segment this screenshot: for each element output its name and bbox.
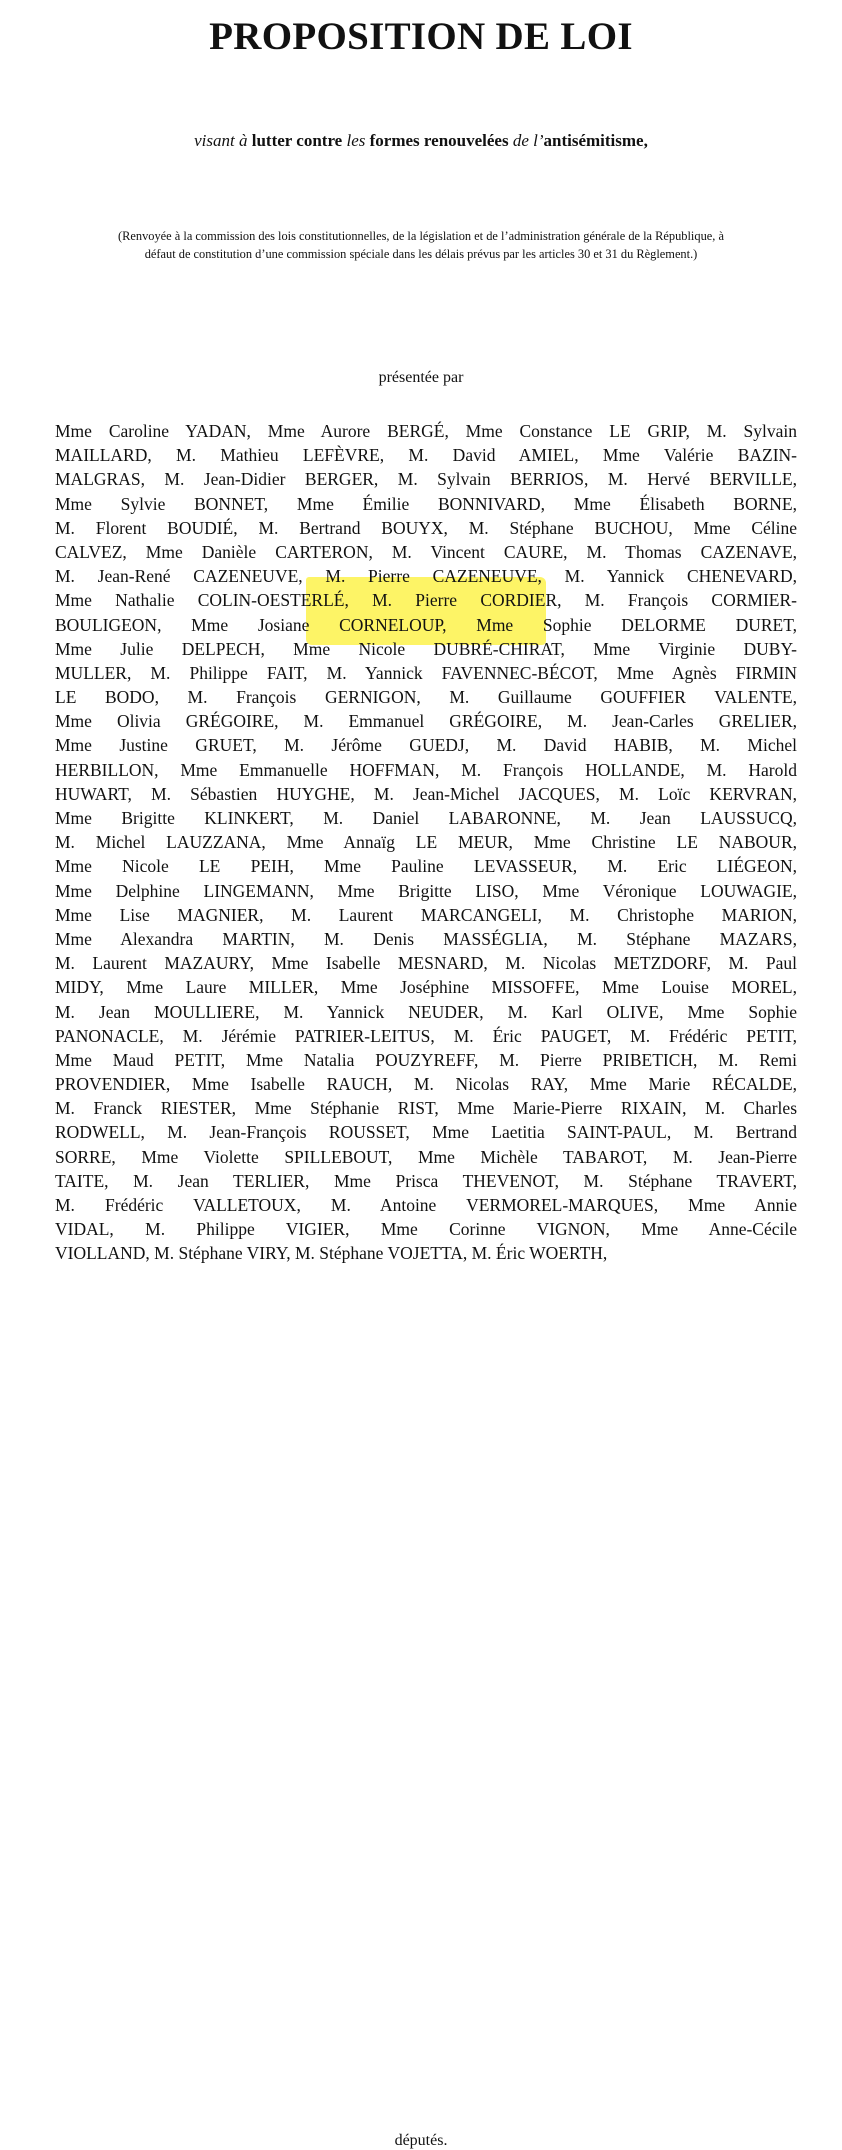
author-line: M. Frédéric VALLETOUX, M. Antoine VERMOREL-MARQUES, Mme Annie bbox=[55, 1195, 797, 1215]
author-line: M. Florent BOUDIÉ, M. Bertrand BOUYX, M. Stéphane BUCHOU, Mme Céline bbox=[55, 517, 797, 538]
author-line: LE BODO, M. François GERNIGON, M. Guillaume GOUFFIER VALENTE, bbox=[55, 687, 797, 708]
author-line: Mme Julie DELPECH, Mme Nicole DUBRÉ-CHIRAT, Mme Virginie DUBY- bbox=[55, 638, 797, 659]
author-line: Mme Nicole LE PEIH, Mme Pauline LEVASSEUR, M. Eric LIÉGEON, bbox=[55, 856, 797, 877]
author-line: M. Jean MOULLIERE, M. Yannick NEUDER, M. Karl OLIVE, Mme Sophie bbox=[55, 1001, 797, 1022]
author-line: HERBILLON, Mme Emmanuelle HOFFMAN, M. François HOLLANDE, M. Harold bbox=[55, 759, 797, 780]
presented-by: présentée par bbox=[378, 369, 464, 386]
subtitle-word: formes renouvelées bbox=[369, 131, 509, 150]
author-line: MAILLARD, M. Mathieu LEFÈVRE, M. David AMIEL, Mme Valérie BAZIN- bbox=[55, 445, 797, 466]
author-line: BOULIGEON, Mme Josiane CORNELOUP, Mme Sophie DELORME DURET, bbox=[55, 614, 797, 635]
author-line: Mme Alexandra MARTIN, M. Denis MASSÉGLIA, M. Stéphane MAZARS, bbox=[55, 928, 797, 949]
author-line: PROVENDIER, Mme Isabelle RAUCH, M. Nicolas RAY, Mme Marie RÉCALDE, bbox=[55, 1074, 797, 1095]
subtitle-word: lutter contre bbox=[251, 131, 343, 150]
author-line: M. Laurent MAZAURY, Mme Isabelle MESNARD, M. Nicolas METZDORF, M. Paul bbox=[55, 953, 797, 974]
author-line: Mme Lise MAGNIER, M. Laurent MARCANGELI, M. Christophe MARION, bbox=[55, 904, 797, 925]
author-line: TAITE, M. Jean TERLIER, Mme Prisca THEVENOT, M. Stéphane TRAVERT, bbox=[55, 1170, 797, 1191]
author-line: VIOLLAND, M. Stéphane VIRY, M. Stéphane VOJETTA, M. Éric WOERTH, bbox=[55, 1243, 608, 1264]
author-line: HUWART, M. Sébastien HUYGHE, M. Jean-Michel JACQUES, M. Loïc KERVRAN, bbox=[55, 783, 797, 804]
author-line: Mme Sylvie BONNET, Mme Émilie BONNIVARD, Mme Élisabeth BORNE, bbox=[55, 493, 797, 514]
author-line: M. Jean-René CAZENEUVE, M. Pierre CAZENEUVE, M. Yannick CHENEVARD, bbox=[55, 566, 797, 587]
author-line: Mme Brigitte KLINKERT, M. Daniel LABARONNE, M. Jean LAUSSUCQ, bbox=[55, 808, 797, 828]
author-line: RODWELL, M. Jean-François ROUSSET, Mme Laetitia SAINT-PAUL, M. Bertrand bbox=[55, 1122, 797, 1143]
author-line: M. Michel LAUZZANA, Mme Annaïg LE MEUR, Mme Christine LE NABOUR, bbox=[55, 832, 797, 853]
document-title: PROPOSITION DE LOI bbox=[209, 15, 633, 58]
author-list bbox=[55, 419, 797, 1266]
subtitle-word: antisémitisme bbox=[543, 131, 644, 150]
author-line: MULLER, M. Philippe FAIT, M. Yannick FAVENNEC-BÉCOT, Mme Agnès FIRMIN bbox=[55, 662, 797, 683]
author-line: Mme Maud PETIT, Mme Natalia POUZYREFF, M. Pierre PRIBETICH, M. Remi bbox=[55, 1049, 797, 1070]
subtitle-word: les bbox=[346, 131, 366, 150]
author-line: VIDAL, M. Philippe VIGIER, Mme Corinne VIGNON, Mme Anne-Cécile bbox=[55, 1219, 797, 1240]
author-line: Mme Olivia GRÉGOIRE, M. Emmanuel GRÉGOIRE, M. Jean-Carles GRELIER, bbox=[55, 711, 797, 732]
author-line: PANONACLE, M. Jérémie PATRIER-LEITUS, M. Éric PAUGET, M. Frédéric PETIT, bbox=[55, 1025, 797, 1046]
author-line: SORRE, Mme Violette SPILLEBOUT, Mme Michèle TABAROT, M. Jean-Pierre bbox=[55, 1146, 797, 1167]
subtitle-word: visant à bbox=[194, 131, 248, 150]
author-line: Mme Nathalie COLIN-OESTERLÉ, M. Pierre CORDIER, M. François CORMIER- bbox=[55, 590, 797, 611]
referral-note: (Renvoyée à la commission des lois constitutionnelles, de la législation et de l’administration générale de la République, à défaut de constitution d’une commission spéciale dans les délais prévus par les articles 30 et 31 du Règlement.) bbox=[118, 229, 724, 261]
author-line: CALVEZ, Mme Danièle CARTERON, M. Vincent CAURE, M. Thomas CAZENAVE, bbox=[55, 541, 797, 562]
closing-word: députés. bbox=[394, 2131, 448, 2149]
document-subtitle bbox=[0, 131, 842, 151]
subtitle-word: , bbox=[643, 131, 648, 150]
author-line: MIDY, Mme Laure MILLER, Mme Joséphine MISSOFFE, Mme Louise MOREL, bbox=[55, 977, 797, 998]
subtitle-word: de l’ bbox=[512, 131, 544, 150]
author-line: MALGRAS, M. Jean-Didier BERGER, M. Sylvain BERRIOS, M. Hervé BERVILLE, bbox=[55, 469, 797, 490]
author-line: Mme Justine GRUET, M. Jérôme GUEDJ, M. David HABIB, M. Michel bbox=[55, 735, 797, 756]
author-line: Mme Delphine LINGEMANN, Mme Brigitte LISO, Mme Véronique LOUWAGIE, bbox=[55, 880, 797, 901]
author-line: Mme Caroline YADAN, Mme Aurore BERGÉ, Mme Constance LE GRIP, M. Sylvain bbox=[55, 421, 797, 441]
author-line: M. Franck RIESTER, Mme Stéphanie RIST, Mme Marie-Pierre RIXAIN, M. Charles bbox=[55, 1098, 797, 1119]
